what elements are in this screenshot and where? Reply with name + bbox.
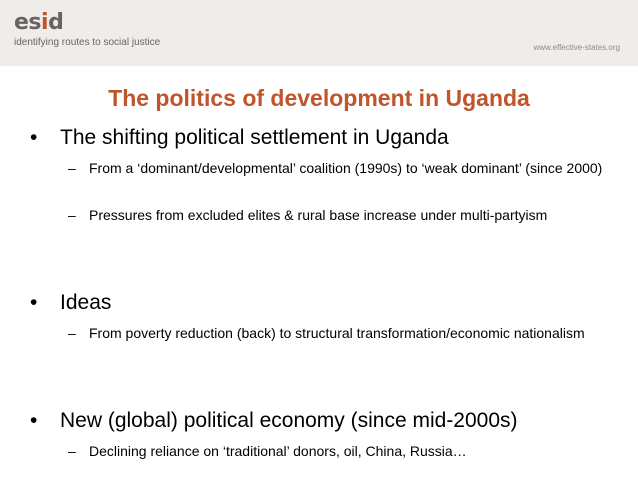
bullet-text: Ideas [60, 291, 112, 314]
sub-bullet-donors [68, 442, 613, 461]
bullet-marker: • [30, 409, 38, 432]
slide-title: The politics of development in Uganda [108, 85, 530, 111]
tagline: identifying routes to social justice [14, 37, 161, 48]
logo-text-start: es [14, 10, 42, 35]
sub-bullet-marker: – [68, 160, 76, 176]
sub-bullet-pressures [68, 206, 613, 225]
header-band [0, 0, 638, 66]
bullet-marker: • [30, 291, 38, 314]
sub-bullet-poverty-reduction [68, 324, 613, 343]
bullet-marker: • [30, 126, 38, 149]
logo-text-end: d [48, 10, 64, 35]
logo-text-accent: i [41, 10, 49, 35]
sub-bullet-marker: – [68, 207, 76, 223]
sub-bullet-text: From a ‘dominant/developmental’ coalition (1990s) to ‘weak dominant’ (since 2000) [89, 160, 603, 176]
esid-logo [14, 12, 63, 34]
sub-bullet-text: From poverty reduction (back) to structural transformation/economic nationalism [89, 325, 585, 341]
sub-bullet-marker: – [68, 443, 76, 459]
website-url: www.effective-states.org [533, 43, 620, 52]
sub-bullet-marker: – [68, 325, 76, 341]
bullet-text: New (global) political economy (since mid-2000s) [60, 409, 518, 432]
sub-bullet-coalition [68, 159, 613, 178]
bullet-text: The shifting political settlement in Uganda [60, 126, 449, 149]
sub-bullet-text: Pressures from excluded elites & rural base increase under multi-partyism [89, 207, 548, 223]
sub-bullet-text: Declining reliance on ‘traditional’ donors, oil, China, Russia… [89, 443, 467, 459]
